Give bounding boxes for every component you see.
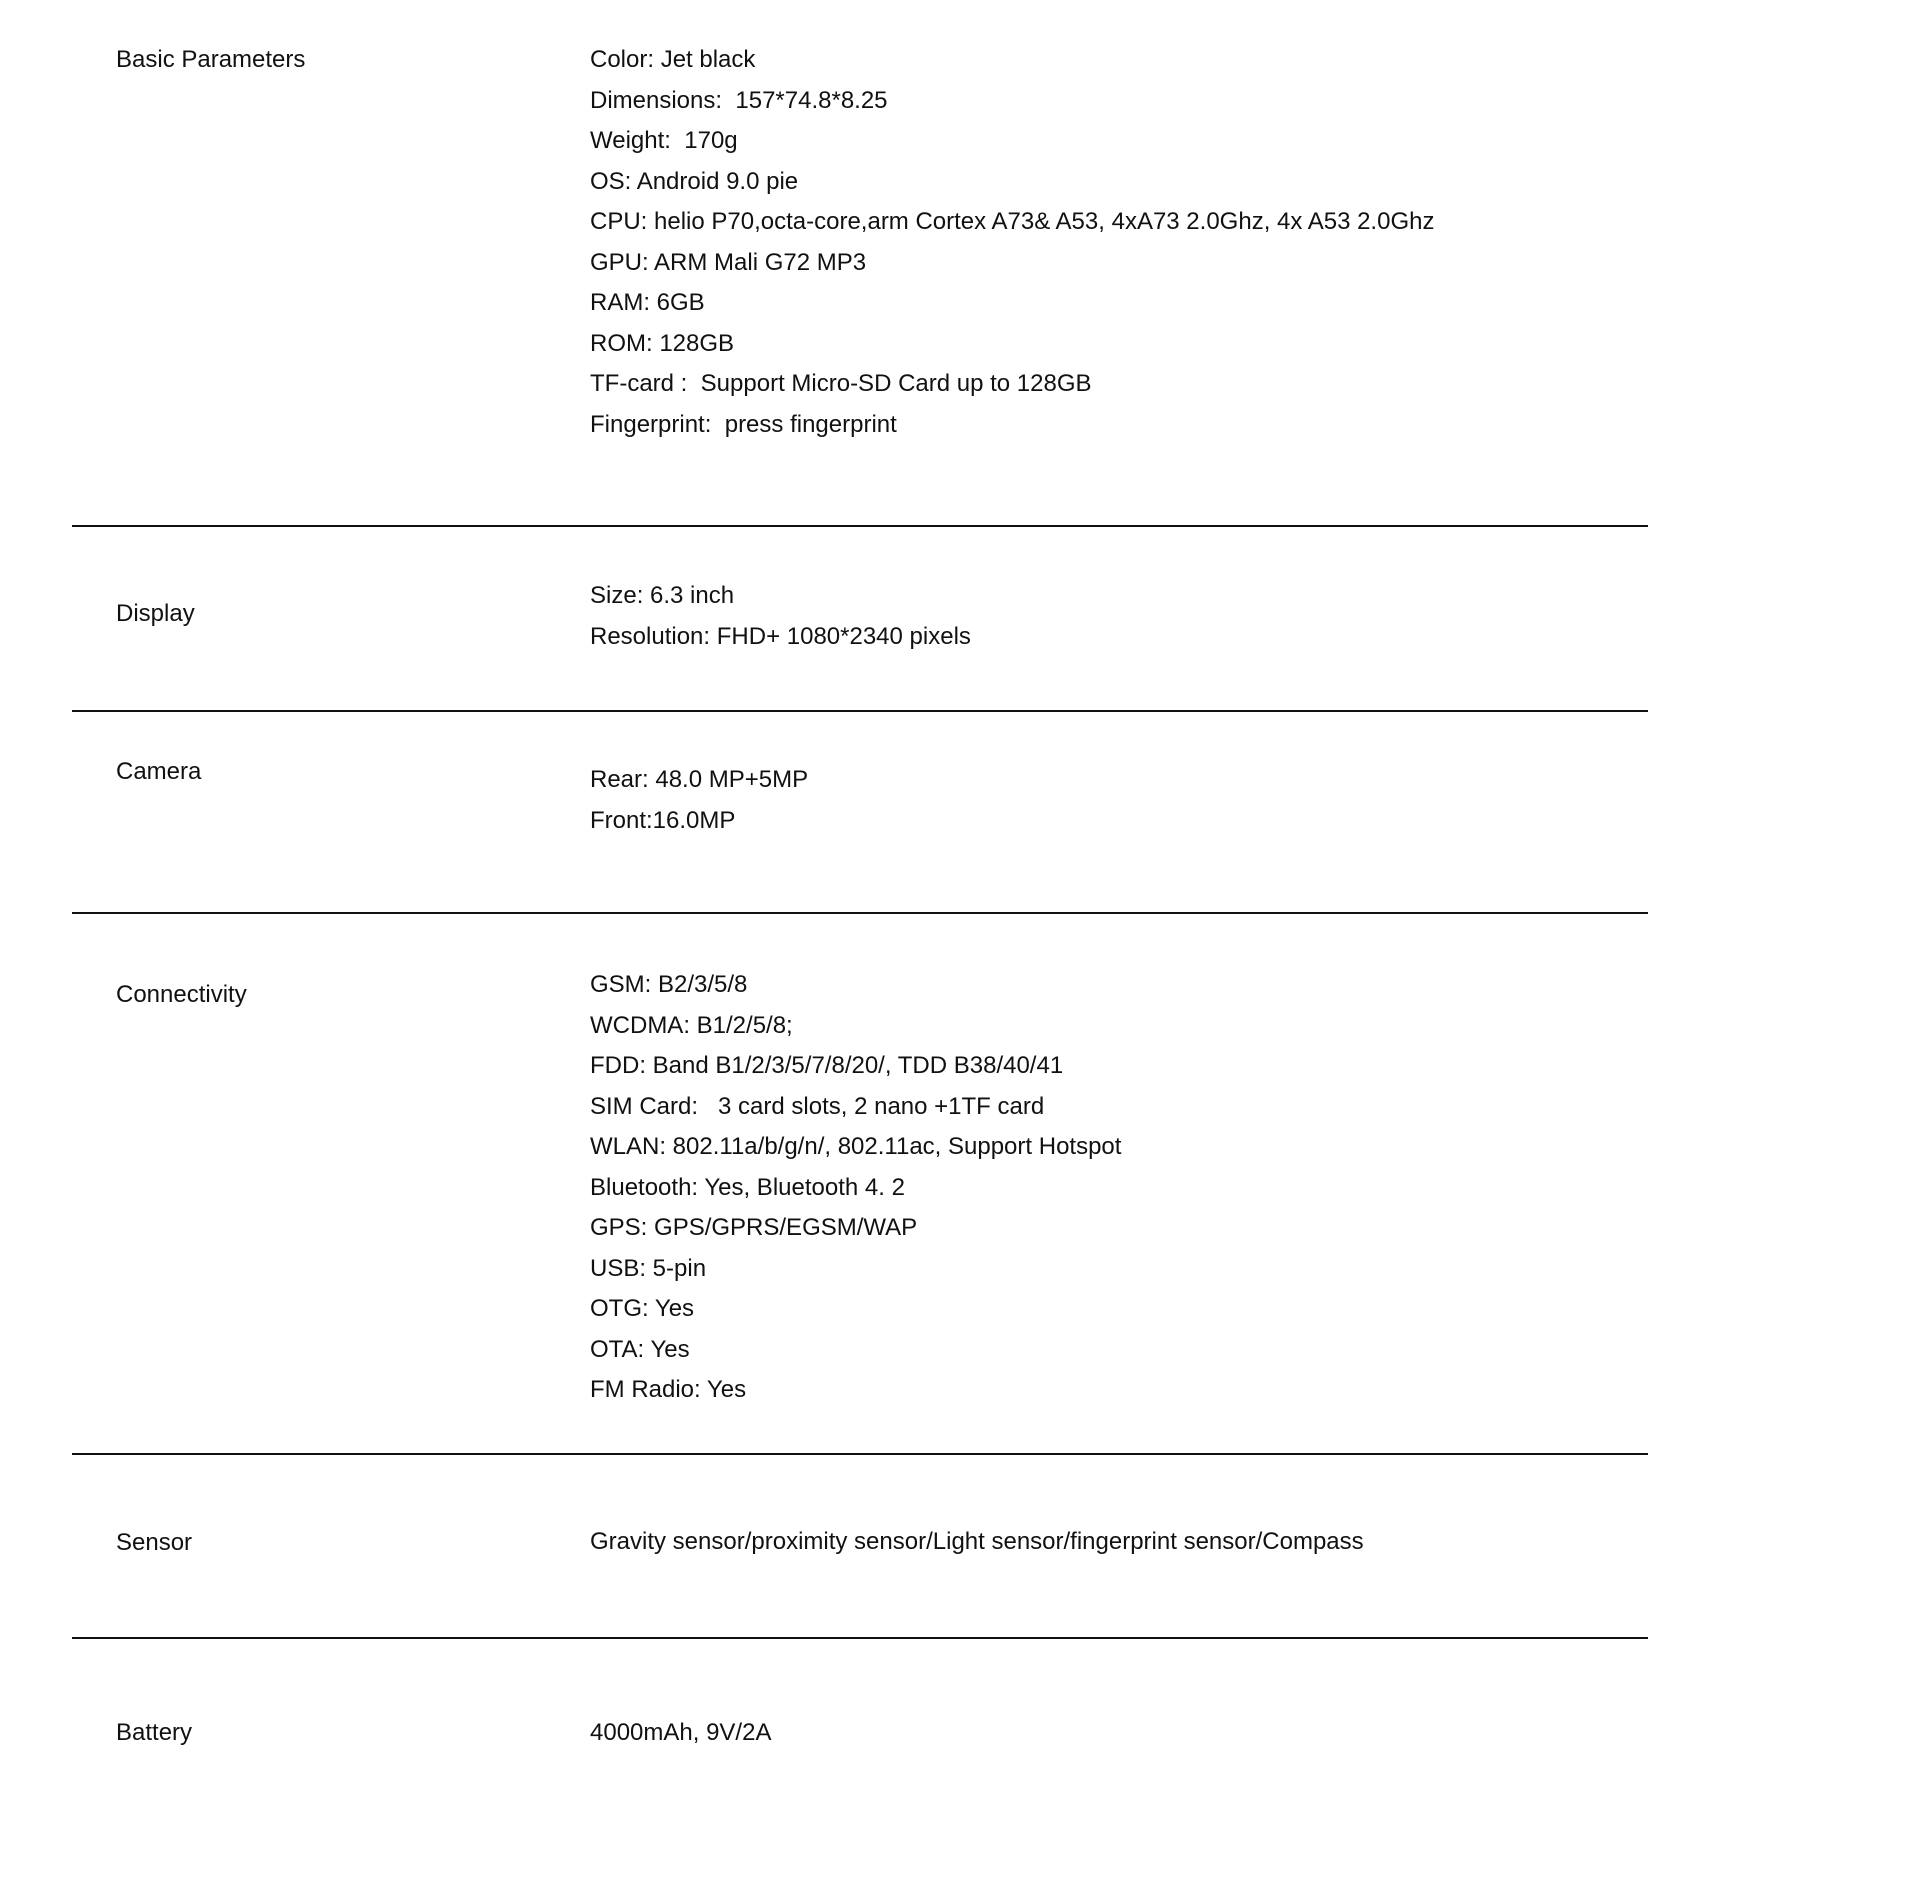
spec-line: CPU: helio P70,octa-core,arm Cortex A73& A53, 4xA73 2.0Ghz, 4x A53 2.0Ghz xyxy=(590,208,1435,235)
spec-line: ROM: 128GB xyxy=(590,329,735,357)
section-label: Display xyxy=(116,600,195,627)
section-label: Connectivity xyxy=(116,981,247,1008)
spec-line: USB: 5-pin xyxy=(590,1254,707,1282)
spec-line: Rear: 48.0 MP+5MP xyxy=(590,766,809,793)
spec-line: Dimensions: 157*74.8*8.25 xyxy=(590,86,888,114)
spec-line: GPS: GPS/GPRS/EGSM/WAP xyxy=(590,1214,918,1241)
section-values xyxy=(590,576,971,657)
spec-line: FDD: Band B1/2/3/5/7/8/20/, TDD B38/40/41 xyxy=(590,1052,1064,1079)
spec-line: RAM: 6GB xyxy=(590,289,705,316)
spec-line: GSM: B2/3/5/8 xyxy=(590,971,748,998)
section-label: Battery xyxy=(116,1719,193,1746)
section-divider xyxy=(72,525,1648,527)
spec-line: TF-card : Support Micro-SD Card up to 128GB xyxy=(590,370,1092,397)
spec-line: Fingerprint: press fingerprint xyxy=(590,410,897,438)
spec-line: FM Radio: Yes xyxy=(590,1376,747,1403)
section-label: Camera xyxy=(116,758,202,785)
section-label: Sensor xyxy=(116,1529,193,1556)
spec-line: WLAN: 802.11a/b/g/n/, 802.11ac, Support Hotspot xyxy=(590,1133,1122,1160)
section-label: Basic Parameters xyxy=(116,46,306,73)
spec-line: Size: 6.3 inch xyxy=(590,582,735,609)
spec-line: Gravity sensor/proximity sensor/Light sensor/fingerprint sensor/Compass xyxy=(590,1528,1364,1555)
spec-line: Front:16.0MP xyxy=(590,806,736,834)
section-divider xyxy=(72,1453,1648,1455)
section-values xyxy=(590,1522,1364,1563)
spec-line: Color: Jet black xyxy=(590,46,756,73)
section-divider xyxy=(72,1637,1648,1639)
spec-line: OS: Android 9.0 pie xyxy=(590,167,799,195)
spec-line: WCDMA: B1/2/5/8; xyxy=(590,1011,793,1039)
spec-line: OTA: Yes xyxy=(590,1335,690,1363)
spec-line: 4000mAh, 9V/2A xyxy=(590,1719,772,1746)
spec-line: Bluetooth: Yes, Bluetooth 4. 2 xyxy=(590,1173,905,1201)
section-values xyxy=(590,760,808,841)
section-values xyxy=(590,40,1434,445)
section-divider xyxy=(72,912,1648,914)
spec-line: Resolution: FHD+ 1080*2340 pixels xyxy=(590,622,971,650)
spec-line: SIM Card: 3 card slots, 2 nano +1TF card xyxy=(590,1092,1045,1120)
spec-line: OTG: Yes xyxy=(590,1295,695,1322)
spec-line: Weight: 170g xyxy=(590,127,738,154)
section-values xyxy=(590,965,1121,1411)
section-divider xyxy=(72,710,1648,712)
spec-line: GPU: ARM Mali G72 MP3 xyxy=(590,248,867,276)
section-values xyxy=(590,1713,771,1754)
